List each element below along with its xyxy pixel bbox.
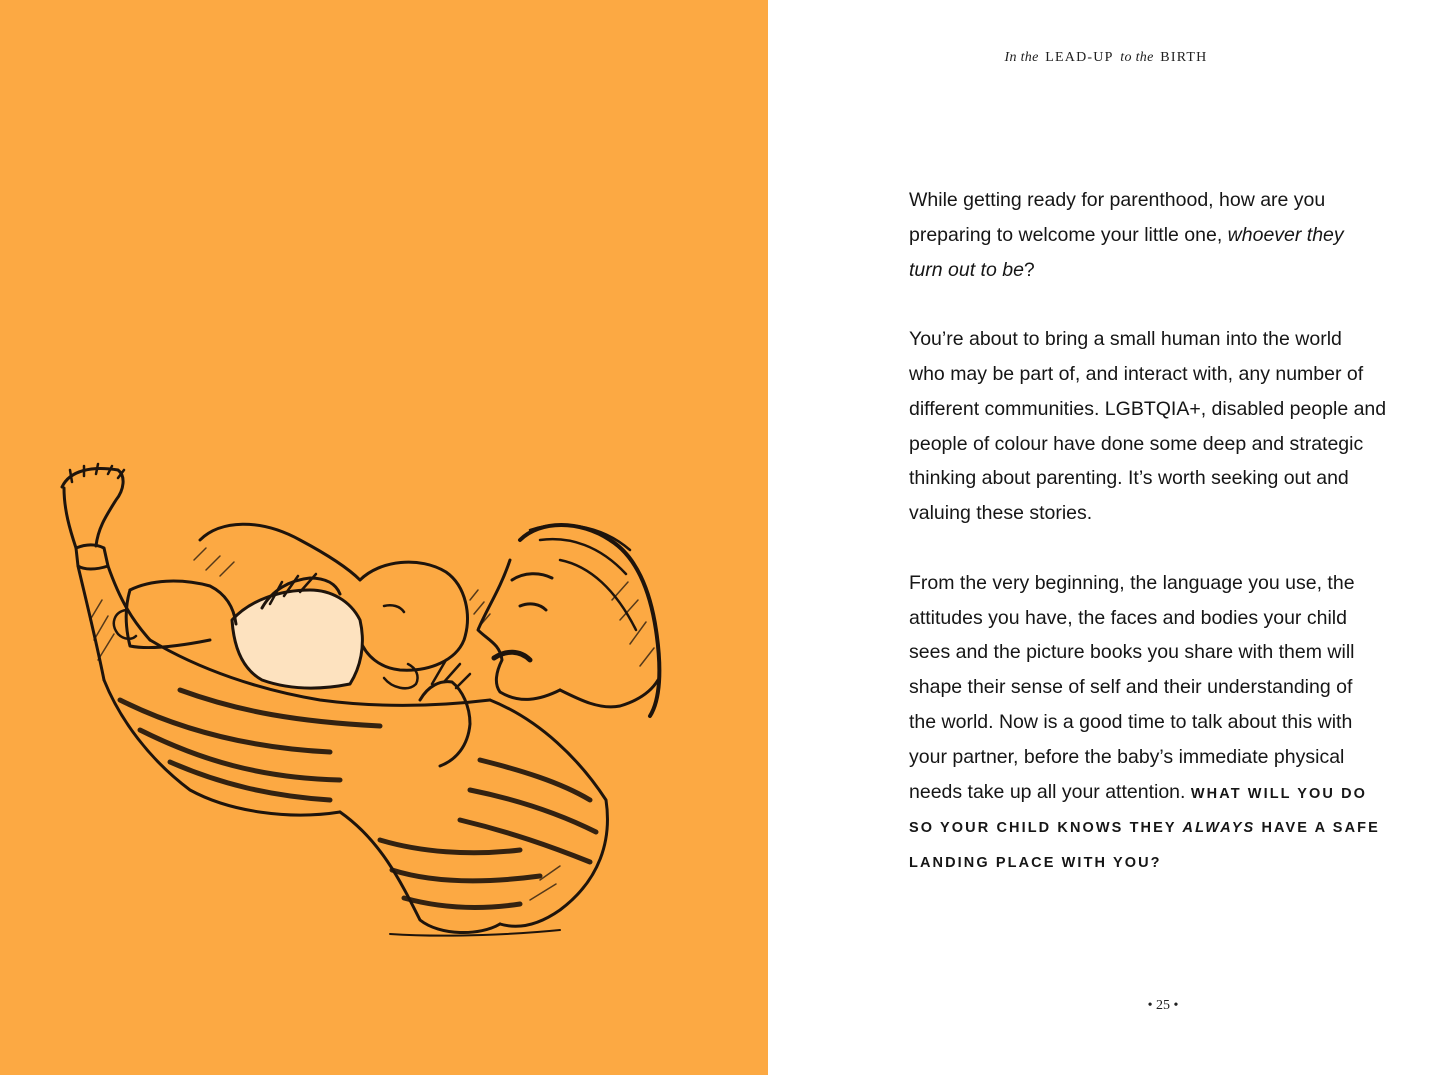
paragraph-2 xyxy=(909,322,1429,531)
callout-line-2-end: HAVE A SAFE xyxy=(1261,820,1380,837)
callout-line-3: LANDING PLACE WITH YOU? xyxy=(909,855,1162,872)
paragraph-3-line-2: attitudes you have, the faces and bodies your child xyxy=(909,606,1347,629)
paragraph-3-line-3: sees and the picture books you share with them will xyxy=(909,641,1355,664)
paragraph-2-line-4: people of colour have done some deep and strategic xyxy=(909,432,1364,455)
paragraph-3-line-7 xyxy=(909,775,1429,812)
callout-line-1: WHAT WILL YOU DO xyxy=(1190,785,1368,802)
callout-line-2 xyxy=(909,811,1429,846)
running-head-part4: BIRTH xyxy=(1160,50,1208,65)
running-head-part2: LEAD-UP xyxy=(1045,50,1114,65)
running-head-part3: to the xyxy=(1120,50,1154,65)
paragraph-1 xyxy=(909,183,1429,287)
body-text xyxy=(909,183,1429,916)
running-head xyxy=(768,50,1446,70)
paragraph-2-line-1: You’re about to bring a small human into the world xyxy=(909,328,1342,351)
paragraph-3-line-7-text: needs take up all your attention. xyxy=(909,780,1186,803)
paragraph-3-line-1: From the very beginning, the language you use, the xyxy=(909,571,1355,594)
paragraph-3-line-4: shape their sense of self and their understanding of xyxy=(909,676,1353,699)
paragraph-1-line-2-italic: whoever they xyxy=(1227,223,1344,246)
paragraph-1-line-2-text: preparing to welcome your little one, xyxy=(909,223,1228,246)
paragraph-1-line-2 xyxy=(909,218,1429,253)
callout-line-2-start: SO YOUR CHILD KNOWS THEY xyxy=(909,820,1177,837)
paragraph-1-line-3-end: ? xyxy=(1023,258,1035,281)
text-page xyxy=(768,0,1446,1075)
paragraph-3 xyxy=(909,566,1429,881)
page-number: • 25 • xyxy=(1147,998,1179,1013)
paragraph-1-line-3 xyxy=(909,253,1429,288)
running-head-part1: In the xyxy=(1004,50,1039,65)
paragraph-3-line-5: the world. Now is a good time to talk about this with xyxy=(909,710,1353,733)
paragraph-2-line-3: different communities. LGBTQIA+, disabled people and xyxy=(909,397,1387,420)
paragraph-2-line-6: valuing these stories. xyxy=(909,502,1093,525)
paragraph-3-line-6: your partner, before the baby’s immediate physical xyxy=(909,745,1345,768)
paragraph-1-line-3-italic: turn out to be xyxy=(909,258,1024,281)
paragraph-2-line-5: thinking about parenting. It’s worth seeking out and xyxy=(909,467,1349,490)
paragraph-1-line-1: While getting ready for parenthood, how are you xyxy=(909,189,1326,211)
callout-line-2-italic: ALWAYS xyxy=(1182,820,1256,837)
paragraph-2-line-2: who may be part of, and interact with, any number of xyxy=(909,362,1364,385)
